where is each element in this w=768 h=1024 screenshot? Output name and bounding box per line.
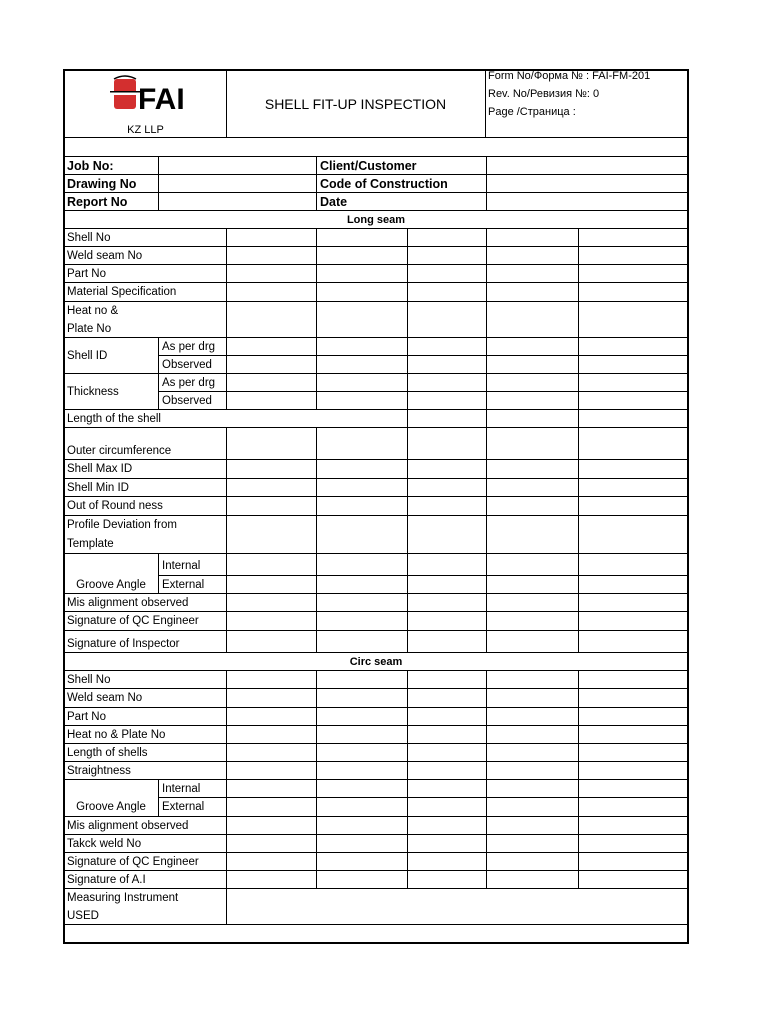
cs-straightness-col-3[interactable]	[408, 762, 487, 780]
company-name: KZ LLP	[127, 124, 164, 136]
ls-misalign-col-4[interactable]	[487, 594, 579, 612]
ls-thickness-drg: As per drg	[159, 374, 227, 392]
ls-weld-seam-no-col-5[interactable]	[579, 247, 688, 265]
ls-thickness-drg-col-1[interactable]	[227, 374, 317, 392]
cs-sig-qc-col-3[interactable]	[408, 853, 487, 871]
page-number: Page /Страница :	[488, 106, 576, 118]
cs-heat-plate-label: Heat no & Plate No	[64, 726, 227, 744]
ls-groove-external-col-5[interactable]	[579, 576, 688, 594]
cs-shell-no-col-1[interactable]	[227, 671, 317, 689]
ls-profile-dev-label-line: Profile Deviation from	[67, 519, 177, 531]
cs-sig-ai-col-3[interactable]	[408, 871, 487, 889]
cs-straightness-col-1[interactable]	[227, 762, 317, 780]
ls-sig-qc-col-4[interactable]	[487, 612, 579, 631]
ls-heat-plate-col-1[interactable]	[227, 302, 317, 338]
cs-straightness-col-2[interactable]	[317, 762, 408, 780]
ls-sig-qc-col-1[interactable]	[227, 612, 317, 631]
ls-shell-no-label: Shell No	[64, 229, 227, 247]
revision-number: Rev. No/Ревизия №: 0	[488, 88, 600, 100]
ls-length-col-4[interactable]	[408, 410, 487, 428]
report-no-label: Report No	[64, 193, 159, 211]
drawing-no-value[interactable]	[159, 175, 317, 193]
job-no-right-label: Client/Customer	[317, 157, 487, 175]
cs-heat-plate-col-2[interactable]	[317, 726, 408, 744]
ls-material-spec-col-5[interactable]	[579, 283, 688, 302]
cs-measuring-line: USED	[67, 910, 99, 922]
ls-misalign-col-2[interactable]	[317, 594, 408, 612]
ls-sig-inspector-col-5[interactable]	[579, 631, 688, 653]
ls-out-of-round-col-5[interactable]	[579, 497, 688, 516]
drawing-no-right-label: Code of Construction	[317, 175, 487, 193]
cs-length-shells-col-3[interactable]	[408, 744, 487, 762]
cs-shell-no-col-4[interactable]	[487, 671, 579, 689]
cs-sig-ai-col-5[interactable]	[579, 871, 688, 889]
ls-misalign-col-1[interactable]	[227, 594, 317, 612]
cs-heat-plate-col-1[interactable]	[227, 726, 317, 744]
ls-thickness-obs-col-2[interactable]	[317, 392, 408, 410]
cs-sig-ai-label: Signature of A.I	[64, 871, 227, 889]
cs-shell-no-col-2[interactable]	[317, 671, 408, 689]
job-no-right-value[interactable]	[487, 157, 688, 175]
ls-shell-min-id-col-5[interactable]	[579, 479, 688, 497]
ls-sig-qc-col-5[interactable]	[579, 612, 688, 631]
ls-profile-dev-col-1[interactable]	[227, 516, 317, 554]
cs-weld-seam-no-col-4[interactable]	[487, 689, 579, 708]
cs-misalign-label: Mis alignment observed	[64, 817, 227, 835]
ls-outer-circ-col-4[interactable]	[487, 428, 579, 460]
cs-tack-weld-col-3[interactable]	[408, 835, 487, 853]
cs-weld-seam-no-label: Weld seam No	[64, 689, 227, 708]
ls-profile-dev-label	[64, 516, 227, 554]
cs-sig-qc-col-5[interactable]	[579, 853, 688, 871]
ls-shell-no-col-2[interactable]	[317, 229, 408, 247]
cs-groove-external-col-3[interactable]	[408, 798, 487, 817]
cs-groove-internal-col-1[interactable]	[227, 780, 317, 798]
cs-shell-no-label: Shell No	[64, 671, 227, 689]
form-number: Form No/Форма № : FAI-FM-201	[488, 70, 651, 82]
ls-thickness-obs-col-3[interactable]	[408, 392, 487, 410]
drawing-no-label: Drawing No	[64, 175, 159, 193]
ls-out-of-round-col-3[interactable]	[408, 497, 487, 516]
ls-shell-id-obs-col-2[interactable]	[317, 356, 408, 374]
ls-sig-inspector-col-4[interactable]	[487, 631, 579, 653]
long-seam-heading: Long seam	[64, 211, 688, 229]
ls-thickness-obs: Observed	[159, 392, 227, 410]
cs-length-shells-col-5[interactable]	[579, 744, 688, 762]
form-title: SHELL FIT-UP INSPECTION	[264, 96, 447, 112]
ls-profile-dev-label-line: Template	[67, 538, 114, 550]
cs-length-shells-col-4[interactable]	[487, 744, 579, 762]
job-no-value[interactable]	[159, 157, 317, 175]
ls-out-of-round-col-4[interactable]	[487, 497, 579, 516]
ls-thickness-drg-col-3[interactable]	[408, 374, 487, 392]
ls-part-no-col-3[interactable]	[408, 265, 487, 283]
ls-shell-no-col-4[interactable]	[487, 229, 579, 247]
cs-straightness-col-5[interactable]	[579, 762, 688, 780]
cs-weld-seam-no-col-2[interactable]	[317, 689, 408, 708]
ls-part-no-col-2[interactable]	[317, 265, 408, 283]
cs-tack-weld-label: Takck weld No	[64, 835, 227, 853]
ls-heat-plate-label	[64, 302, 227, 338]
ls-heat-plate-label-line: Plate No	[67, 323, 112, 335]
ls-profile-dev-col-3[interactable]	[408, 516, 487, 554]
ls-weld-seam-no-col-4[interactable]	[487, 247, 579, 265]
meta-cell[interactable]	[486, 70, 688, 138]
cs-measuring-value[interactable]	[227, 889, 688, 925]
ls-groove-external: External	[159, 576, 227, 594]
ls-length-col-5[interactable]	[487, 410, 579, 428]
ls-thickness-obs-col-4[interactable]	[487, 392, 579, 410]
cs-groove-external-col-5[interactable]	[579, 798, 688, 817]
ls-sig-inspector-label: Signature of Inspector	[64, 631, 227, 653]
cs-sig-ai-col-4[interactable]	[487, 871, 579, 889]
cs-measuring	[64, 889, 227, 925]
cs-groove-internal-col-4[interactable]	[487, 780, 579, 798]
ls-material-spec-col-3[interactable]	[408, 283, 487, 302]
cs-length-shells-col-1[interactable]	[227, 744, 317, 762]
ls-shell-id-obs-col-3[interactable]	[408, 356, 487, 374]
cs-part-no-col-4[interactable]	[487, 708, 579, 726]
ls-groove-internal-col-3[interactable]	[408, 554, 487, 576]
ls-groove-internal-col-4[interactable]	[487, 554, 579, 576]
ls-thickness-obs-col-5[interactable]	[579, 392, 688, 410]
ls-weld-seam-no-col-3[interactable]	[408, 247, 487, 265]
ls-heat-plate-col-5[interactable]	[579, 302, 688, 338]
drawing-no-right-value[interactable]	[487, 175, 688, 193]
cs-groove-external-col-4[interactable]	[487, 798, 579, 817]
cs-groove-angle-label: Groove Angle	[64, 780, 159, 817]
ls-thickness-obs-col-1[interactable]	[227, 392, 317, 410]
cs-misalign-col-3[interactable]	[408, 817, 487, 835]
cs-straightness-col-4[interactable]	[487, 762, 579, 780]
ls-weld-seam-no-col-1[interactable]	[227, 247, 317, 265]
job-no-label: Job No:	[64, 157, 159, 175]
ls-shell-max-id-col-4[interactable]	[487, 460, 579, 479]
title-cell[interactable]	[227, 70, 486, 138]
ls-misalign-col-5[interactable]	[579, 594, 688, 612]
circ-seam-heading: Circ seam	[64, 653, 688, 671]
ls-material-spec-col-1[interactable]	[227, 283, 317, 302]
cs-groove-internal-col-3[interactable]	[408, 780, 487, 798]
cs-heat-plate-col-5[interactable]	[579, 726, 688, 744]
ls-shell-id-drg-col-2[interactable]	[317, 338, 408, 356]
cs-groove-external-col-1[interactable]	[227, 798, 317, 817]
cs-length-shells-col-2[interactable]	[317, 744, 408, 762]
ls-shell-id-drg-col-1[interactable]	[227, 338, 317, 356]
ls-profile-dev-col-5[interactable]	[579, 516, 688, 554]
cs-measuring-line: Measuring Instrument	[67, 892, 179, 904]
logo-cell[interactable]	[64, 70, 227, 138]
ls-sig-qc-label: Signature of QC Engineer	[64, 612, 227, 631]
cs-shell-no-col-5[interactable]	[579, 671, 688, 689]
ls-shell-min-id-col-3[interactable]	[408, 479, 487, 497]
cs-heat-plate-col-4[interactable]	[487, 726, 579, 744]
cs-weld-seam-no-col-1[interactable]	[227, 689, 317, 708]
cs-sig-qc-label: Signature of QC Engineer	[64, 853, 227, 871]
ls-part-no-col-1[interactable]	[227, 265, 317, 283]
cs-length-shells-label: Length of shells	[64, 744, 227, 762]
ls-shell-max-id-col-2[interactable]	[317, 460, 408, 479]
ls-sig-inspector-col-2[interactable]	[317, 631, 408, 653]
ls-shell-no-col-3[interactable]	[408, 229, 487, 247]
ls-sig-qc-col-3[interactable]	[408, 612, 487, 631]
ls-out-of-round-col-1[interactable]	[227, 497, 317, 516]
ls-shell-no-col-5[interactable]	[579, 229, 688, 247]
ls-thickness-drg-col-4[interactable]	[487, 374, 579, 392]
cs-sig-qc-col-1[interactable]	[227, 853, 317, 871]
ls-misalign-label: Mis alignment observed	[64, 594, 227, 612]
ls-shell-no-col-1[interactable]	[227, 229, 317, 247]
ls-length-shell-label: Length of the shell	[64, 410, 408, 428]
cs-sig-ai-col-1[interactable]	[227, 871, 317, 889]
ls-part-no-label: Part No	[64, 265, 227, 283]
ls-part-no-col-4[interactable]	[487, 265, 579, 283]
ls-shell-id-obs-col-1[interactable]	[227, 356, 317, 374]
ls-groove-angle-label: Groove Angle	[64, 554, 159, 594]
ls-material-spec-col-4[interactable]	[487, 283, 579, 302]
ls-weld-seam-no-label: Weld seam No	[64, 247, 227, 265]
ls-shell-max-id-label: Shell Max ID	[64, 460, 227, 479]
cs-misalign-col-1[interactable]	[227, 817, 317, 835]
cs-groove-external: External	[159, 798, 227, 817]
ls-shell-id-drg-col-3[interactable]	[408, 338, 487, 356]
report-no-value[interactable]	[159, 193, 317, 211]
cs-tack-weld-col-4[interactable]	[487, 835, 579, 853]
cs-part-no-label: Part No	[64, 708, 227, 726]
ls-shell-id-label: Shell ID	[64, 338, 159, 374]
ls-outer-circ-label: Outer circumference	[64, 428, 227, 460]
ls-groove-internal-col-2[interactable]	[317, 554, 408, 576]
ls-shell-min-id-label: Shell Min ID	[64, 479, 227, 497]
ls-outer-circ-col-3[interactable]	[408, 428, 487, 460]
cs-tack-weld-col-5[interactable]	[579, 835, 688, 853]
ls-thickness-drg-col-2[interactable]	[317, 374, 408, 392]
ls-sig-inspector-col-3[interactable]	[408, 631, 487, 653]
logo-text: FAI	[138, 83, 185, 116]
report-no-right-label: Date	[317, 193, 487, 211]
cs-straightness-label: Straightness	[64, 762, 227, 780]
ls-out-of-round-col-2[interactable]	[317, 497, 408, 516]
cs-tack-weld-col-2[interactable]	[317, 835, 408, 853]
ls-heat-plate-col-2[interactable]	[317, 302, 408, 338]
ls-groove-internal-col-1[interactable]	[227, 554, 317, 576]
ls-shell-max-id-col-5[interactable]	[579, 460, 688, 479]
cs-misalign-col-2[interactable]	[317, 817, 408, 835]
ls-heat-plate-col-3[interactable]	[408, 302, 487, 338]
cs-misalign-col-4[interactable]	[487, 817, 579, 835]
blank-row[interactable]	[64, 138, 688, 157]
ls-shell-id-obs-col-4[interactable]	[487, 356, 579, 374]
cs-part-no-col-3[interactable]	[408, 708, 487, 726]
ls-shell-id-drg-col-4[interactable]	[487, 338, 579, 356]
cs-part-no-col-1[interactable]	[227, 708, 317, 726]
ls-shell-min-id-col-2[interactable]	[317, 479, 408, 497]
ls-groove-external-col-3[interactable]	[408, 576, 487, 594]
ls-shell-min-id-col-4[interactable]	[487, 479, 579, 497]
cs-weld-seam-no-col-3[interactable]	[408, 689, 487, 708]
ls-profile-dev-col-4[interactable]	[487, 516, 579, 554]
ls-outer-circ-col-1[interactable]	[227, 428, 317, 460]
cs-part-no-col-2[interactable]	[317, 708, 408, 726]
ls-groove-external-col-1[interactable]	[227, 576, 317, 594]
cs-part-no-col-5[interactable]	[579, 708, 688, 726]
ls-shell-min-id-col-1[interactable]	[227, 479, 317, 497]
ls-material-spec-label: Material Specification	[64, 283, 227, 302]
bottom-blank-row[interactable]	[64, 925, 688, 942]
ls-material-spec-col-2[interactable]	[317, 283, 408, 302]
ls-profile-dev-col-2[interactable]	[317, 516, 408, 554]
ls-misalign-col-3[interactable]	[408, 594, 487, 612]
ls-weld-seam-no-col-2[interactable]	[317, 247, 408, 265]
ls-outer-circ-col-5[interactable]	[579, 428, 688, 460]
ls-groove-external-col-2[interactable]	[317, 576, 408, 594]
cs-misalign-col-5[interactable]	[579, 817, 688, 835]
ls-part-no-col-5[interactable]	[579, 265, 688, 283]
ls-heat-plate-label-line: Heat no &	[67, 305, 119, 317]
ls-shell-id-obs: Observed	[159, 356, 227, 374]
cs-groove-internal-col-5[interactable]	[579, 780, 688, 798]
ls-shell-max-id-col-3[interactable]	[408, 460, 487, 479]
ls-groove-internal: Internal	[159, 554, 227, 576]
ls-shell-max-id-col-1[interactable]	[227, 460, 317, 479]
cs-tack-weld-col-1[interactable]	[227, 835, 317, 853]
cs-sig-qc-col-4[interactable]	[487, 853, 579, 871]
ls-sig-inspector-col-1[interactable]	[227, 631, 317, 653]
ls-groove-external-col-4[interactable]	[487, 576, 579, 594]
ls-length-col-6[interactable]	[579, 410, 688, 428]
ls-out-of-round-label: Out of Round ness	[64, 497, 227, 516]
ls-shell-id-drg: As per drg	[159, 338, 227, 356]
cs-groove-external-col-2[interactable]	[317, 798, 408, 817]
cs-sig-qc-col-2[interactable]	[317, 853, 408, 871]
ls-thickness-drg-col-5[interactable]	[579, 374, 688, 392]
ls-heat-plate-col-4[interactable]	[487, 302, 579, 338]
report-no-right-value[interactable]	[487, 193, 688, 211]
ls-groove-internal-col-5[interactable]	[579, 554, 688, 576]
cs-groove-internal: Internal	[159, 780, 227, 798]
cs-weld-seam-no-col-5[interactable]	[579, 689, 688, 708]
ls-shell-id-drg-col-5[interactable]	[579, 338, 688, 356]
cs-heat-plate-col-3[interactable]	[408, 726, 487, 744]
ls-outer-circ-col-2[interactable]	[317, 428, 408, 460]
ls-thickness-label: Thickness	[64, 374, 159, 410]
ls-sig-qc-col-2[interactable]	[317, 612, 408, 631]
cs-shell-no-col-3[interactable]	[408, 671, 487, 689]
cs-groove-internal-col-2[interactable]	[317, 780, 408, 798]
cs-sig-ai-col-2[interactable]	[317, 871, 408, 889]
ls-shell-id-obs-col-5[interactable]	[579, 356, 688, 374]
